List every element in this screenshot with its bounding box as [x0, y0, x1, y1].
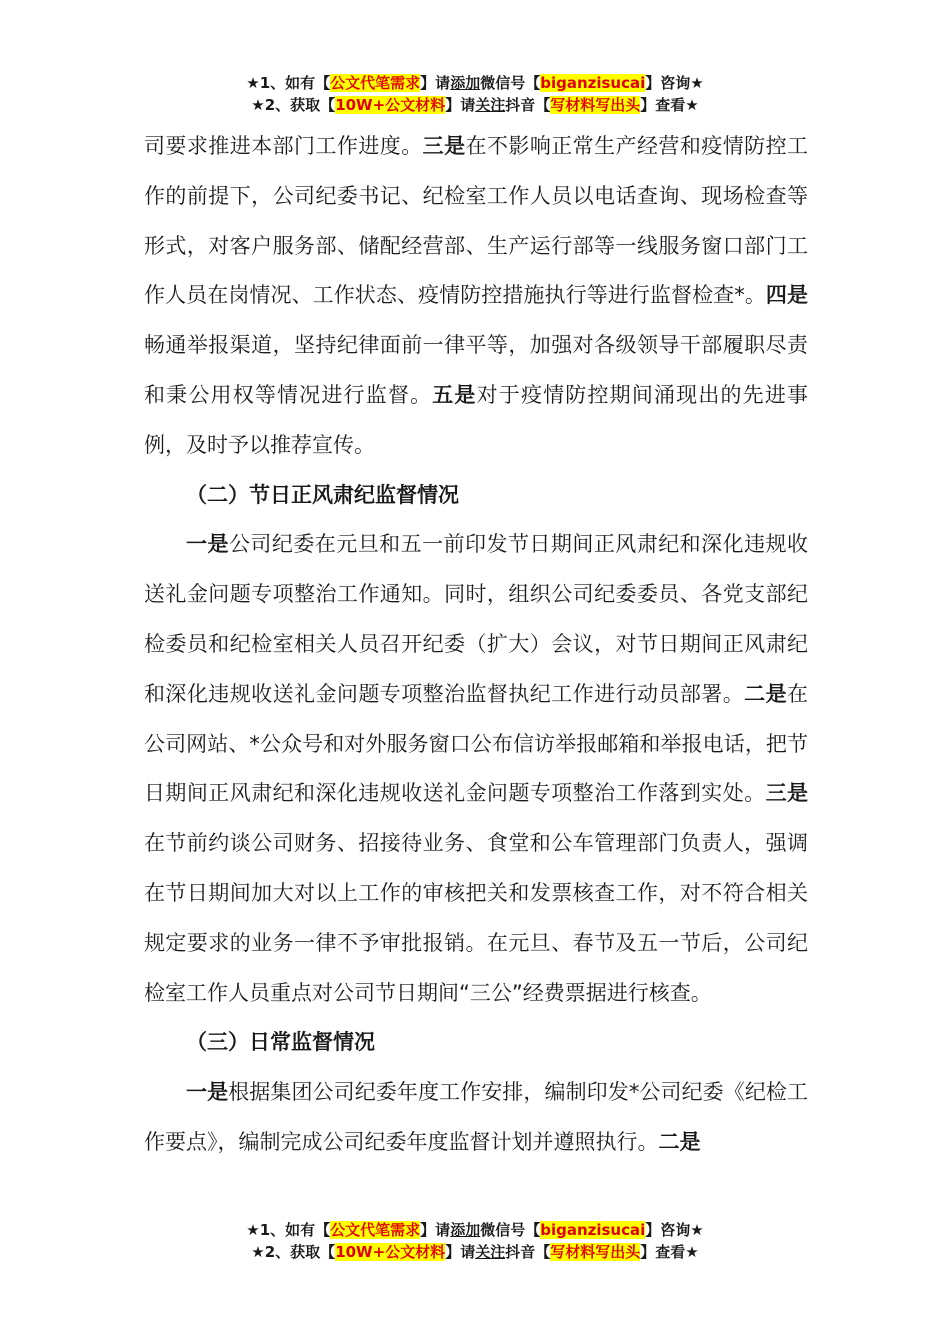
- highlight-ghostwriting: 公文代笔需求: [330, 1221, 421, 1239]
- highlight-douyin-account: 写材料写出头: [550, 96, 641, 114]
- paragraph: 司要求推进本部门工作进度。三是在不影响正常生产经营和疫情防控工作的前提下，公司纪委书记、纪检室工作人员以电话查询、现场检查等形式，对客户服务部、储配经营部、生产运行部等一线服务窗口部门工作人员在岗情况、工作状态、疫情防控措施执行等进行监督检查*。四是畅通举报渠道，坚持纪律面前一律平等，加强对各级领导干部履职尽责和秉公用权等情况进行监督。五是对于疫情防控期间涌现出的先进事例，及时予以推荐宣传。: [144, 134, 809, 457]
- star-icon: ★: [251, 96, 265, 114]
- highlight-wechat-id: biganzisucai: [540, 1221, 646, 1239]
- header-banner: [0, 72, 950, 116]
- highlight-douyin-account: 写材料写出头: [550, 1243, 641, 1261]
- star-icon: ★: [251, 1243, 265, 1261]
- paragraph: 一是公司纪委在元旦和五一前印发节日期间正风肃纪和深化违规收送礼金问题专项整治工作通知。同时，组织公司纪委委员、各党支部纪检委员和纪检室相关人员召开纪委（扩大）会议，对节日期间正风肃纪和深化违规收送礼金问题专项整治监督执纪工作进行动员部署。二是在公司网站、*公众号和对外服务窗口公布信访举报邮箱和举报电话，把节日期间正风肃纪和深化违规收送礼金问题专项整治工作落到实处。三是在节前约谈公司财务、招接待业务、食堂和公车管理部门负责人，强调在节日期间加大对以上工作的审核把关和发票核查工作，对不符合相关规定要求的业务一律不予审批报销。在元旦、春节及五一节后，公司纪检室工作人员重点对公司节日期间“三公”经费票据进行核查。: [144, 532, 809, 1005]
- highlight-ghostwriting: 公文代笔需求: [330, 74, 421, 92]
- star-icon: ★: [246, 74, 260, 92]
- highlight-materials: 10W+公文材料: [335, 96, 446, 114]
- banner-line-1: ★1、如有【公文代笔需求】请添加微信号【biganzisucai】咨询★: [246, 1221, 704, 1239]
- banner-line-1: ★1、如有【公文代笔需求】请添加微信号【biganzisucai】咨询★: [246, 74, 704, 92]
- paragraph: 一是根据集团公司纪委年度工作安排，编制印发*公司纪委《纪检工作要点》，编制完成公司纪委年度监督计划并遵照执行。二是: [144, 1080, 809, 1154]
- highlight-wechat-id: biganzisucai: [540, 74, 646, 92]
- banner-line-2: ★2、获取【10W+公文材料】请关注抖音【写材料写出头】查看★: [251, 96, 699, 114]
- highlight-materials: 10W+公文材料: [335, 1243, 446, 1261]
- footer-banner: [0, 1219, 950, 1263]
- section-heading: （三）日常监督情况: [186, 1030, 375, 1055]
- section-heading: （二）节日正风肃纪监督情况: [186, 482, 459, 507]
- star-icon: ★: [246, 1221, 260, 1239]
- document-body: [144, 122, 808, 1168]
- banner-line-2: ★2、获取【10W+公文材料】请关注抖音【写材料写出头】查看★: [251, 1243, 699, 1261]
